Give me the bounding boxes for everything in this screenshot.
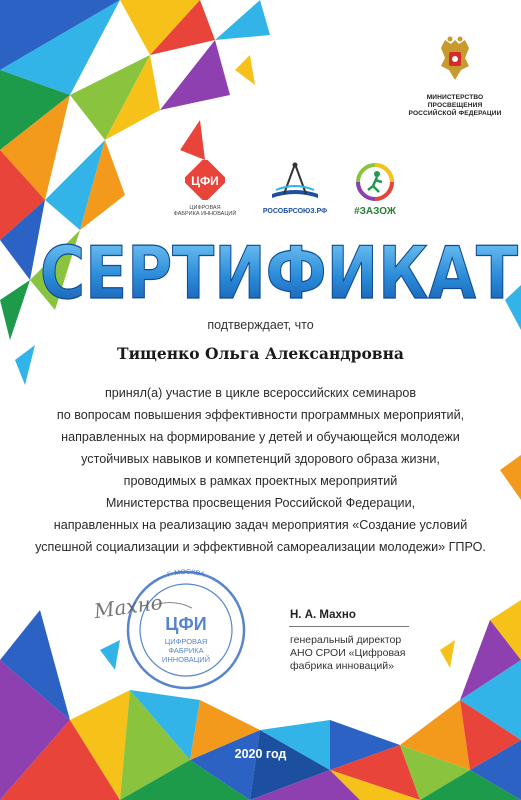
body-line: направленных на формирование у детей и обучающейся молодежи [61,430,460,444]
handwritten-signature: Махно [92,589,164,624]
cfi-caption-line1: ЦИФРОВАЯ [189,205,221,211]
body-line: по вопросам повышения эффективности программных мероприятий, [56,408,465,422]
body-line: проводимых в рамках проектных мероприятий [123,474,398,488]
ministry-block [400,34,510,118]
partner-logos [160,160,420,222]
zozh-caption: #ЗАЗОЖ [354,206,396,217]
signature-line [289,626,409,627]
body-line: направленных на реализацию задач мероприятия «Создание условий [53,518,468,532]
signer-name: Н. А. Махно [290,609,356,621]
svg-text:ИННОВАЦИЙ: ИННОВАЦИЙ [161,655,211,664]
body-line: устойчивых навыков и компетенций здорового образа жизни, [81,452,440,466]
cfi-logo [160,160,250,217]
rosobrsoyuz-caption: РОСОБРСОЮЗ.РФ [262,208,328,215]
organization-stamp [92,568,262,693]
signer-position: генеральный директор АНО СРОИ «Цифровая фабрика инноваций» [290,634,406,672]
cfi-caption-line2: ФАБРИКА ИННОВАЦИЙ [173,211,237,217]
russian-emblem-icon [435,34,475,86]
svg-text:ЦИФРОВАЯ: ЦИФРОВАЯ [164,637,208,646]
certificate-year: 2020 год [234,747,287,761]
rosobrsoyuz-logo [260,160,330,215]
recipient-name: Тищенко Ольга Александровна [117,344,404,363]
certificate-title-text: СЕРТИФИКАТ [40,231,518,314]
svg-text:ФАБРИКА: ФАБРИКА [168,646,204,655]
stamp-mark: ЦФИ [165,614,207,634]
ministry-name-line1: МИНИСТЕРСТВО ПРОСВЕЩЕНИЯ [426,94,484,109]
compass-book-icon [264,160,326,204]
confirms-text: подтверждает, что [207,318,314,332]
certificate-body [0,382,521,558]
certificate-title [40,224,520,314]
body-line: успешной социализации и эффективной самореализации молодежи» ГПРО. [35,540,486,554]
svg-text:ЦФИ: ЦФИ [191,174,219,188]
zozh-logo [345,160,405,215]
body-line: принял(а) участие в цикле всероссийских семинаров [104,386,417,400]
svg-text:Г. МОСКВА: Г. МОСКВА [166,568,206,579]
zozh-runner-icon [353,160,397,204]
cfi-logo-icon [185,160,225,200]
ministry-name-line2: РОССИЙСКОЙ ФЕДЕРАЦИИ [408,110,502,117]
body-line: Министерства просвещения Российской Федерации, [105,496,416,510]
